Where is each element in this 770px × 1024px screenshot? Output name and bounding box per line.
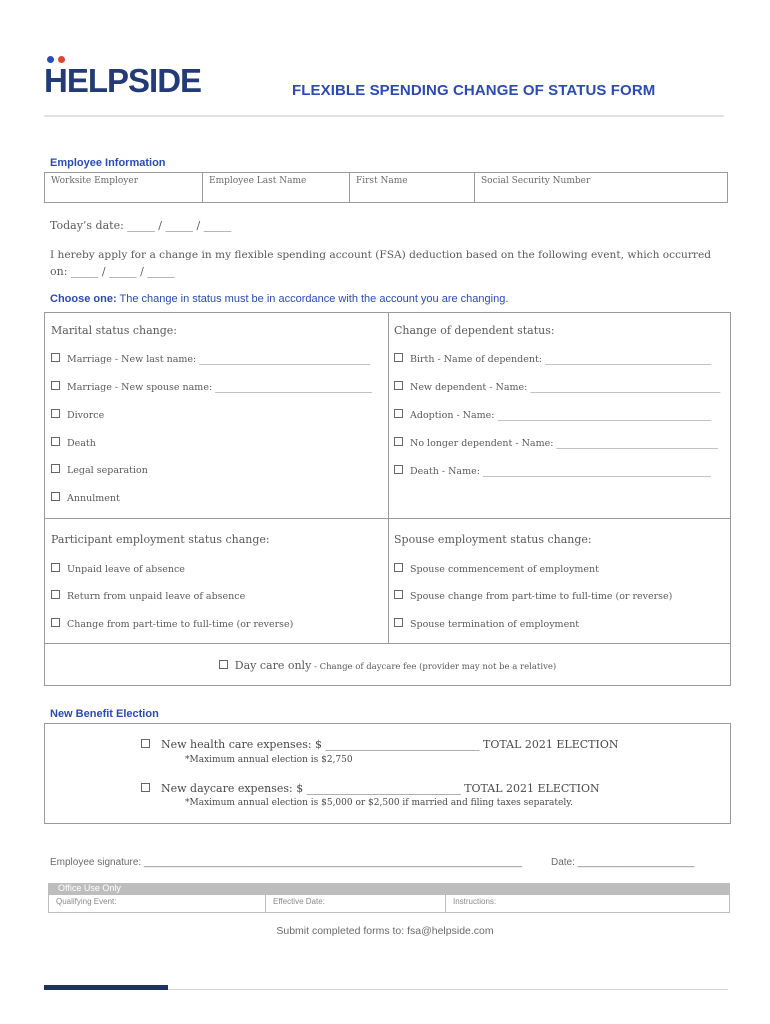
- daycare-option[interactable]: [45, 659, 730, 672]
- daycare-note: *Maximum annual election is $5,000 or $2,500 if married and filing taxes separately.: [185, 798, 573, 808]
- marital-status-heading: Marital status change:: [51, 324, 178, 337]
- option-label: New dependent - Name: ________________________________________: [410, 382, 721, 393]
- new-benefit-heading: New Benefit Election: [50, 708, 159, 720]
- checkbox[interactable]: [51, 437, 60, 446]
- dependent-status-heading: Change of dependent status:: [394, 324, 555, 337]
- effective-date-field: Effective Date:: [265, 895, 445, 912]
- dependent-option[interactable]: [394, 465, 711, 477]
- daycare-detail: - Change of daycare fee (provider may not be a relative): [311, 662, 557, 672]
- choose-one-text: The change in status must be in accordance with the account you are changing.: [116, 293, 509, 305]
- participant-employment-heading: Participant employment status change:: [51, 533, 270, 546]
- option-label: Return from unpaid leave of absence: [67, 591, 246, 602]
- worksite-employer-field[interactable]: Worksite Employer: [51, 176, 138, 186]
- participant-option[interactable]: [51, 590, 245, 602]
- option-label: Divorce: [67, 410, 105, 421]
- employee-last-name-field[interactable]: Employee Last Name: [202, 173, 349, 202]
- submit-instructions: Submit completed forms to: fsa@helpside.com: [276, 925, 494, 937]
- option-label: Annulment: [67, 493, 120, 504]
- footer-accent-bar: [44, 985, 168, 990]
- health-care-label: New health care expenses: $ ____________________________ TOTAL 2021 ELECTION: [161, 738, 619, 751]
- checkbox[interactable]: [394, 618, 403, 627]
- marital-option[interactable]: [51, 492, 120, 504]
- choose-one-label: Choose one:: [50, 293, 117, 305]
- marital-option[interactable]: [51, 464, 148, 476]
- logo-text: HELPSIDE: [44, 62, 202, 99]
- office-use-bar: [48, 883, 730, 894]
- office-use-heading: Office Use Only: [58, 883, 121, 893]
- header-divider: [44, 115, 724, 117]
- checkbox[interactable]: [141, 783, 150, 792]
- checkbox[interactable]: [394, 563, 403, 572]
- participant-option[interactable]: [51, 563, 185, 575]
- spouse-employment-heading: Spouse employment status change:: [394, 533, 592, 546]
- checkbox[interactable]: [394, 437, 403, 446]
- dependent-option[interactable]: [394, 409, 711, 421]
- marital-option[interactable]: [51, 381, 372, 393]
- employee-signature-field[interactable]: Employee signature: ____________________________________________________________________: [50, 857, 523, 868]
- daycare-election-label: New daycare expenses: $ ____________________________ TOTAL 2021 ELECTION: [161, 782, 600, 795]
- marital-option[interactable]: [51, 353, 370, 365]
- checkbox[interactable]: [394, 465, 403, 474]
- dependent-option[interactable]: [394, 353, 711, 365]
- option-label: Unpaid leave of absence: [67, 564, 185, 575]
- option-label: Change from part-time to full-time (or reverse): [67, 619, 294, 630]
- checkbox[interactable]: [141, 739, 150, 748]
- dependent-option[interactable]: [394, 381, 720, 393]
- checkbox[interactable]: [51, 353, 60, 362]
- option-label: Marriage - New spouse name: _________________________________: [67, 382, 372, 393]
- checkbox[interactable]: [394, 590, 403, 599]
- checkbox[interactable]: [51, 409, 60, 418]
- option-label: Adoption - Name: _____________________________________________: [410, 410, 712, 421]
- office-use-table: [48, 894, 730, 913]
- marital-option[interactable]: [51, 437, 96, 449]
- checkbox[interactable]: [51, 381, 60, 390]
- grid-divider-2: [45, 643, 730, 644]
- checkbox[interactable]: [219, 660, 228, 669]
- spouse-option[interactable]: [394, 563, 599, 575]
- checkbox[interactable]: [51, 492, 60, 501]
- marital-option[interactable]: [51, 409, 104, 421]
- footer-divider: [168, 989, 728, 990]
- new-benefit-box: [44, 723, 731, 824]
- option-label: Death: [67, 438, 96, 449]
- option-label: Spouse change from part-time to full-time (or reverse): [410, 591, 673, 602]
- form-title: FLEXIBLE SPENDING CHANGE OF STATUS FORM: [292, 82, 656, 99]
- ssn-field[interactable]: Social Security Number: [474, 173, 727, 202]
- checkbox[interactable]: [51, 618, 60, 627]
- grid-vertical-divider: [388, 313, 389, 643]
- status-change-grid: [44, 312, 731, 686]
- option-label: No longer dependent - Name: __________________________________: [410, 438, 718, 449]
- checkbox[interactable]: [394, 381, 403, 390]
- grid-divider-1: [45, 518, 730, 519]
- apply-statement-line1: I hereby apply for a change in my flexible spending account (FSA) deduction based on the following event, which occurred: [50, 249, 712, 261]
- option-label: Birth - Name of dependent: ___________________________________: [410, 354, 712, 365]
- option-label: Spouse commencement of employment: [410, 564, 599, 575]
- first-name-field[interactable]: First Name: [349, 173, 474, 202]
- spouse-option[interactable]: [394, 618, 579, 630]
- qualifying-event-field: Qualifying Event:: [56, 897, 117, 906]
- participant-option[interactable]: [51, 618, 293, 630]
- checkbox[interactable]: [51, 563, 60, 572]
- option-label: Marriage - New last name: ____________________________________: [67, 354, 371, 365]
- health-care-note: *Maximum annual election is $2,750: [185, 755, 353, 765]
- spouse-option[interactable]: [394, 590, 672, 602]
- checkbox[interactable]: [51, 464, 60, 473]
- helpside-logo: [44, 56, 234, 102]
- option-label: Spouse termination of employment: [410, 619, 580, 630]
- daycare-label: Day care only: [234, 659, 312, 672]
- option-label: Death - Name: ________________________________________________: [410, 466, 711, 477]
- dependent-option[interactable]: [394, 437, 718, 449]
- employee-info-heading: Employee Information: [50, 157, 166, 169]
- instructions-field: Instructions:: [445, 895, 729, 912]
- option-label: Legal separation: [67, 465, 148, 476]
- checkbox[interactable]: [51, 590, 60, 599]
- todays-date-line[interactable]: Today’s date: _____ / _____ / _____: [50, 219, 232, 232]
- checkbox[interactable]: [394, 353, 403, 362]
- employee-info-table: [44, 172, 728, 203]
- choose-one-instruction: [50, 293, 508, 305]
- apply-statement-line2[interactable]: on: _____ / _____ / _____: [50, 265, 175, 278]
- health-care-election[interactable]: [141, 738, 618, 751]
- checkbox[interactable]: [394, 409, 403, 418]
- daycare-election[interactable]: [141, 782, 600, 795]
- signature-date-field[interactable]: Date: _____________________: [551, 857, 695, 868]
